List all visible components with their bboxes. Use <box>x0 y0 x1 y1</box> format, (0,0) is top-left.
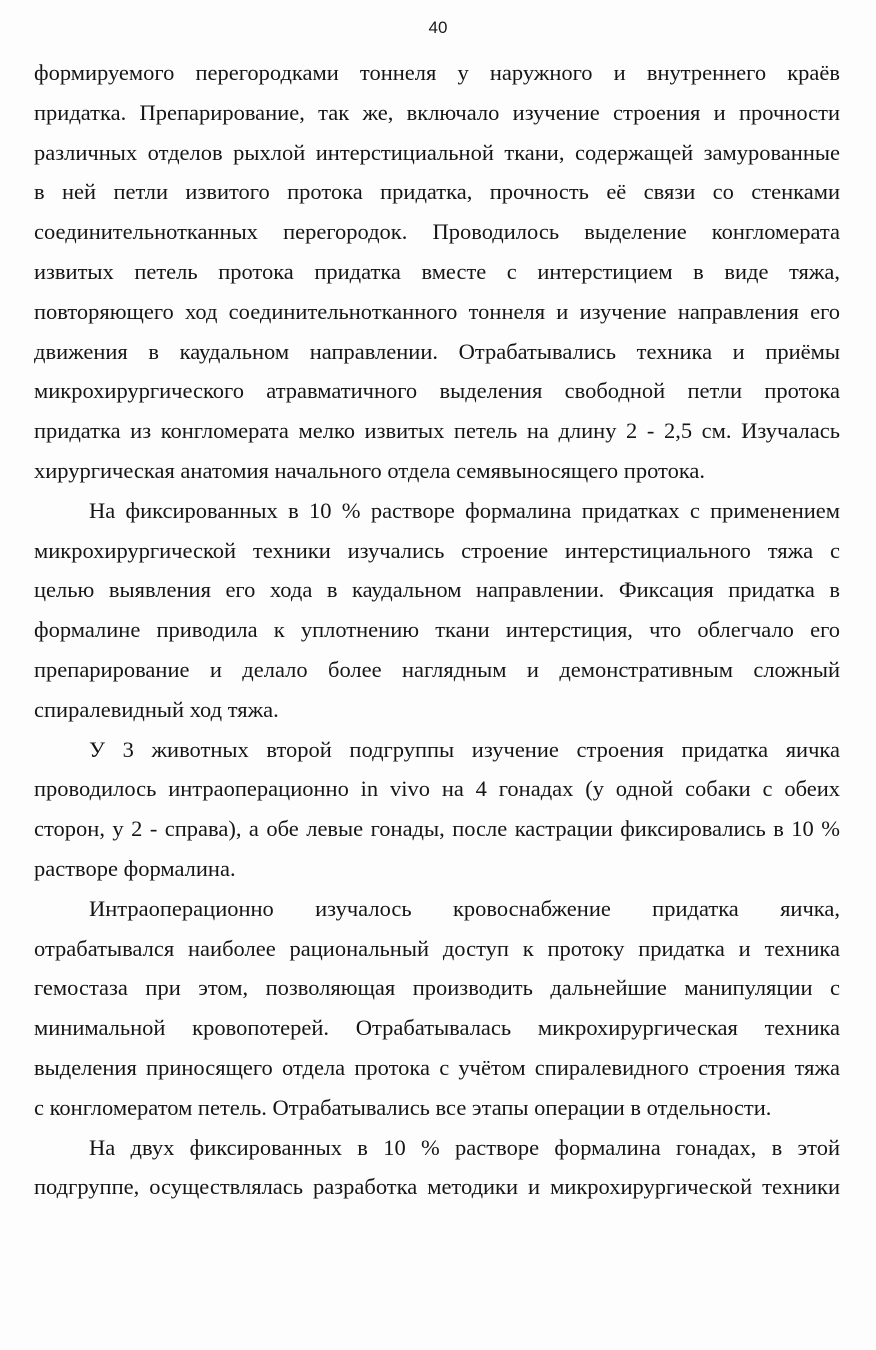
text-line: У 3 животных второй подгруппы изучение строения придатка яичка <box>89 736 840 762</box>
text-line: сторон, у 2 - справа), а обе левые гонады, после кастрации фиксировались в 10 % <box>34 816 840 842</box>
text-line: микрохирургического атравматичного выделения свободной петли протока <box>34 378 840 404</box>
text-line: препарирование и делало более наглядным и демонстративным сложный <box>34 656 840 682</box>
text-line: отрабатывался наиболее рациональный доступ к протоку придатка и техника <box>34 935 840 961</box>
text-line: с конгломератом петель. Отрабатывались все этапы операции в отдельности. <box>34 1094 772 1120</box>
text-line: повторяющего ход соединительнотканного тоннеля и изучение направления его <box>34 298 840 324</box>
text-line: На фиксированных в 10 % растворе формалина придатках с применением <box>89 497 840 523</box>
text-line: На двух фиксированных в 10 % растворе формалина гонадах, в этой <box>89 1134 840 1160</box>
text-line: различных отделов рыхлой интерстициальной ткани, содержащей замурованные <box>34 139 840 165</box>
text-line: придатка. Препарирование, так же, включало изучение строения и прочности <box>34 99 840 125</box>
text-line: в ней петли извитого протока придатка, прочность её связи со стенками <box>34 179 840 205</box>
page-number: 40 <box>428 18 448 37</box>
text-line: целью выявления его хода в каудальном направлении. Фиксация придатка в <box>34 577 840 603</box>
text-line: растворе формалина. <box>34 855 236 881</box>
text-line: подгруппе, осуществлялась разработка методики и микрохирургической техники <box>34 1174 840 1200</box>
text-line: извитых петель протока придатка вместе с интерстицием в виде тяжа, <box>34 258 840 284</box>
text-line: хирургическая анатомия начального отдела семявыносящего протока. <box>34 457 706 483</box>
text-line: гемостаза при этом, позволяющая производить дальнейшие манипуляции с <box>34 975 840 1001</box>
text-line: Интраоперационно изучалось кровоснабжение придатка яичка, <box>89 895 840 921</box>
body-text <box>34 53 840 1207</box>
text-line: соединительнотканных перегородок. Проводилось выделение конгломерата <box>34 219 840 245</box>
text-line: микрохирургической техники изучались строение интерстициального тяжа с <box>34 537 840 563</box>
text-line: движения в каудальном направлении. Отрабатывались техника и приёмы <box>34 338 840 364</box>
text-line: выделения приносящего отдела протока с учётом спиралевидного строения тяжа <box>34 1054 840 1080</box>
text-line: спиралевидный ход тяжа. <box>34 696 279 722</box>
text-line: формируемого перегородками тоннеля у наружного и внутреннего краёв <box>34 60 840 85</box>
text-line: придатка из конгломерата мелко извитых петель на длину 2 - 2,5 см. Изучалась <box>34 418 840 444</box>
text-line: формалине приводила к уплотнению ткани интерстиция, что облегчало его <box>34 617 840 643</box>
text-line: проводилось интраоперационно in vivo на 4 гонадах (у одной собаки с обеих <box>34 776 840 802</box>
text-line: минимальной кровопотерей. Отрабатывалась микрохирургическая техника <box>34 1015 840 1041</box>
